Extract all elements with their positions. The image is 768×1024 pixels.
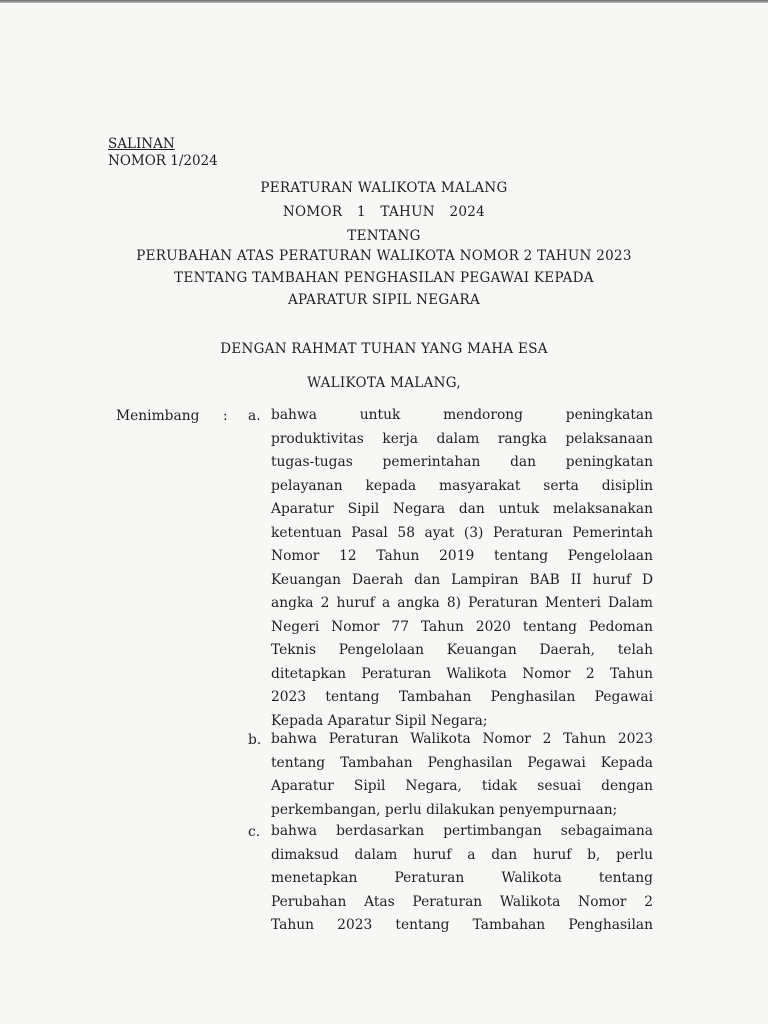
item-text-c <box>271 820 653 938</box>
text-line: 2023 tentang Tambahan Penghasilan Pegawai <box>271 689 653 705</box>
subject-line-1: PERUBAHAN ATAS PERATURAN WALIKOTA NOMOR 2 TAHUN 2023 <box>136 248 632 264</box>
text-line: perkembangan, perlu dilakukan penyempurnaan; <box>271 801 618 818</box>
text-line: produktivitas kerja dalam rangka pelaksanaan <box>271 430 653 447</box>
subject-line-3: APARATUR SIPIL NEGARA <box>287 292 481 308</box>
text-line: Aparatur Sipil Negara, tidak sesuai dengan <box>271 778 653 794</box>
text-line: dimaksud dalam huruf a dan huruf b, perlu <box>271 846 653 863</box>
text-line: pelayanan kepada masyarakat serta disiplin <box>271 477 653 494</box>
text-line: tugas-tugas pemerintahan dan peningkatan <box>271 454 653 470</box>
regulation-title: PERATURAN WALIKOTA MALANG <box>260 180 508 196</box>
tentang-heading: TENTANG <box>347 228 421 244</box>
menimbang-colon: : <box>223 408 228 424</box>
subject-line-2: TENTANG TAMBAHAN PENGHASILAN PEGAWAI KEPADA <box>174 270 594 286</box>
text-line: Perubahan Atas Peraturan Walikota Nomor 2 <box>271 893 653 910</box>
item-text-b <box>271 728 653 822</box>
text-line: menetapkan Peraturan Walikota tentang <box>271 870 653 886</box>
text-line: Keuangan Daerah dan Lampiran BAB II huruf D <box>271 571 653 588</box>
copy-stamp <box>108 136 218 170</box>
text-line: Aparatur Sipil Negara dan untuk melaksanakan <box>271 501 653 517</box>
item-marker-c: c. <box>248 824 261 840</box>
text-line: bahwa untuk mendorong peningkatan <box>271 407 653 423</box>
salinan-label: SALINAN <box>108 136 175 152</box>
text-line: angka 2 huruf a angka 8) Peraturan Menteri Dalam <box>271 595 653 611</box>
invocation: DENGAN RAHMAT TUHAN YANG MAHA ESA <box>220 341 548 357</box>
text-line: Teknis Pengelolaan Keuangan Daerah, telah <box>271 642 653 658</box>
page-top-edge <box>0 0 768 3</box>
menimbang-label: Menimbang <box>116 408 200 424</box>
text-line: Kepada Aparatur Sipil Negara; <box>271 712 488 729</box>
text-line: bahwa Peraturan Walikota Nomor 2 Tahun 2023 <box>271 731 653 747</box>
text-line: ditetapkan Peraturan Walikota Nomor 2 Tahun <box>271 665 653 682</box>
issuer: WALIKOTA MALANG, <box>307 375 461 391</box>
text-line: Nomor 12 Tahun 2019 tentang Pengelolaan <box>271 548 653 564</box>
text-line: tentang Tambahan Penghasilan Pegawai Kepada <box>271 754 653 771</box>
text-line: ketentuan Pasal 58 ayat (3) Peraturan Pemerintah <box>271 524 653 541</box>
item-marker-b: b. <box>248 732 262 748</box>
text-line: Negeri Nomor 77 Tahun 2020 tentang Pedoman <box>271 618 653 635</box>
item-marker-a: a. <box>248 408 261 424</box>
item-text-a <box>271 404 653 733</box>
text-line: Tahun 2023 tentang Tambahan Penghasilan <box>271 917 653 933</box>
text-line: bahwa berdasarkan pertimbangan sebagaimana <box>271 823 653 839</box>
regulation-number: NOMOR 1 TAHUN 2024 <box>282 204 486 220</box>
copy-number: NOMOR 1/2024 <box>108 153 218 169</box>
